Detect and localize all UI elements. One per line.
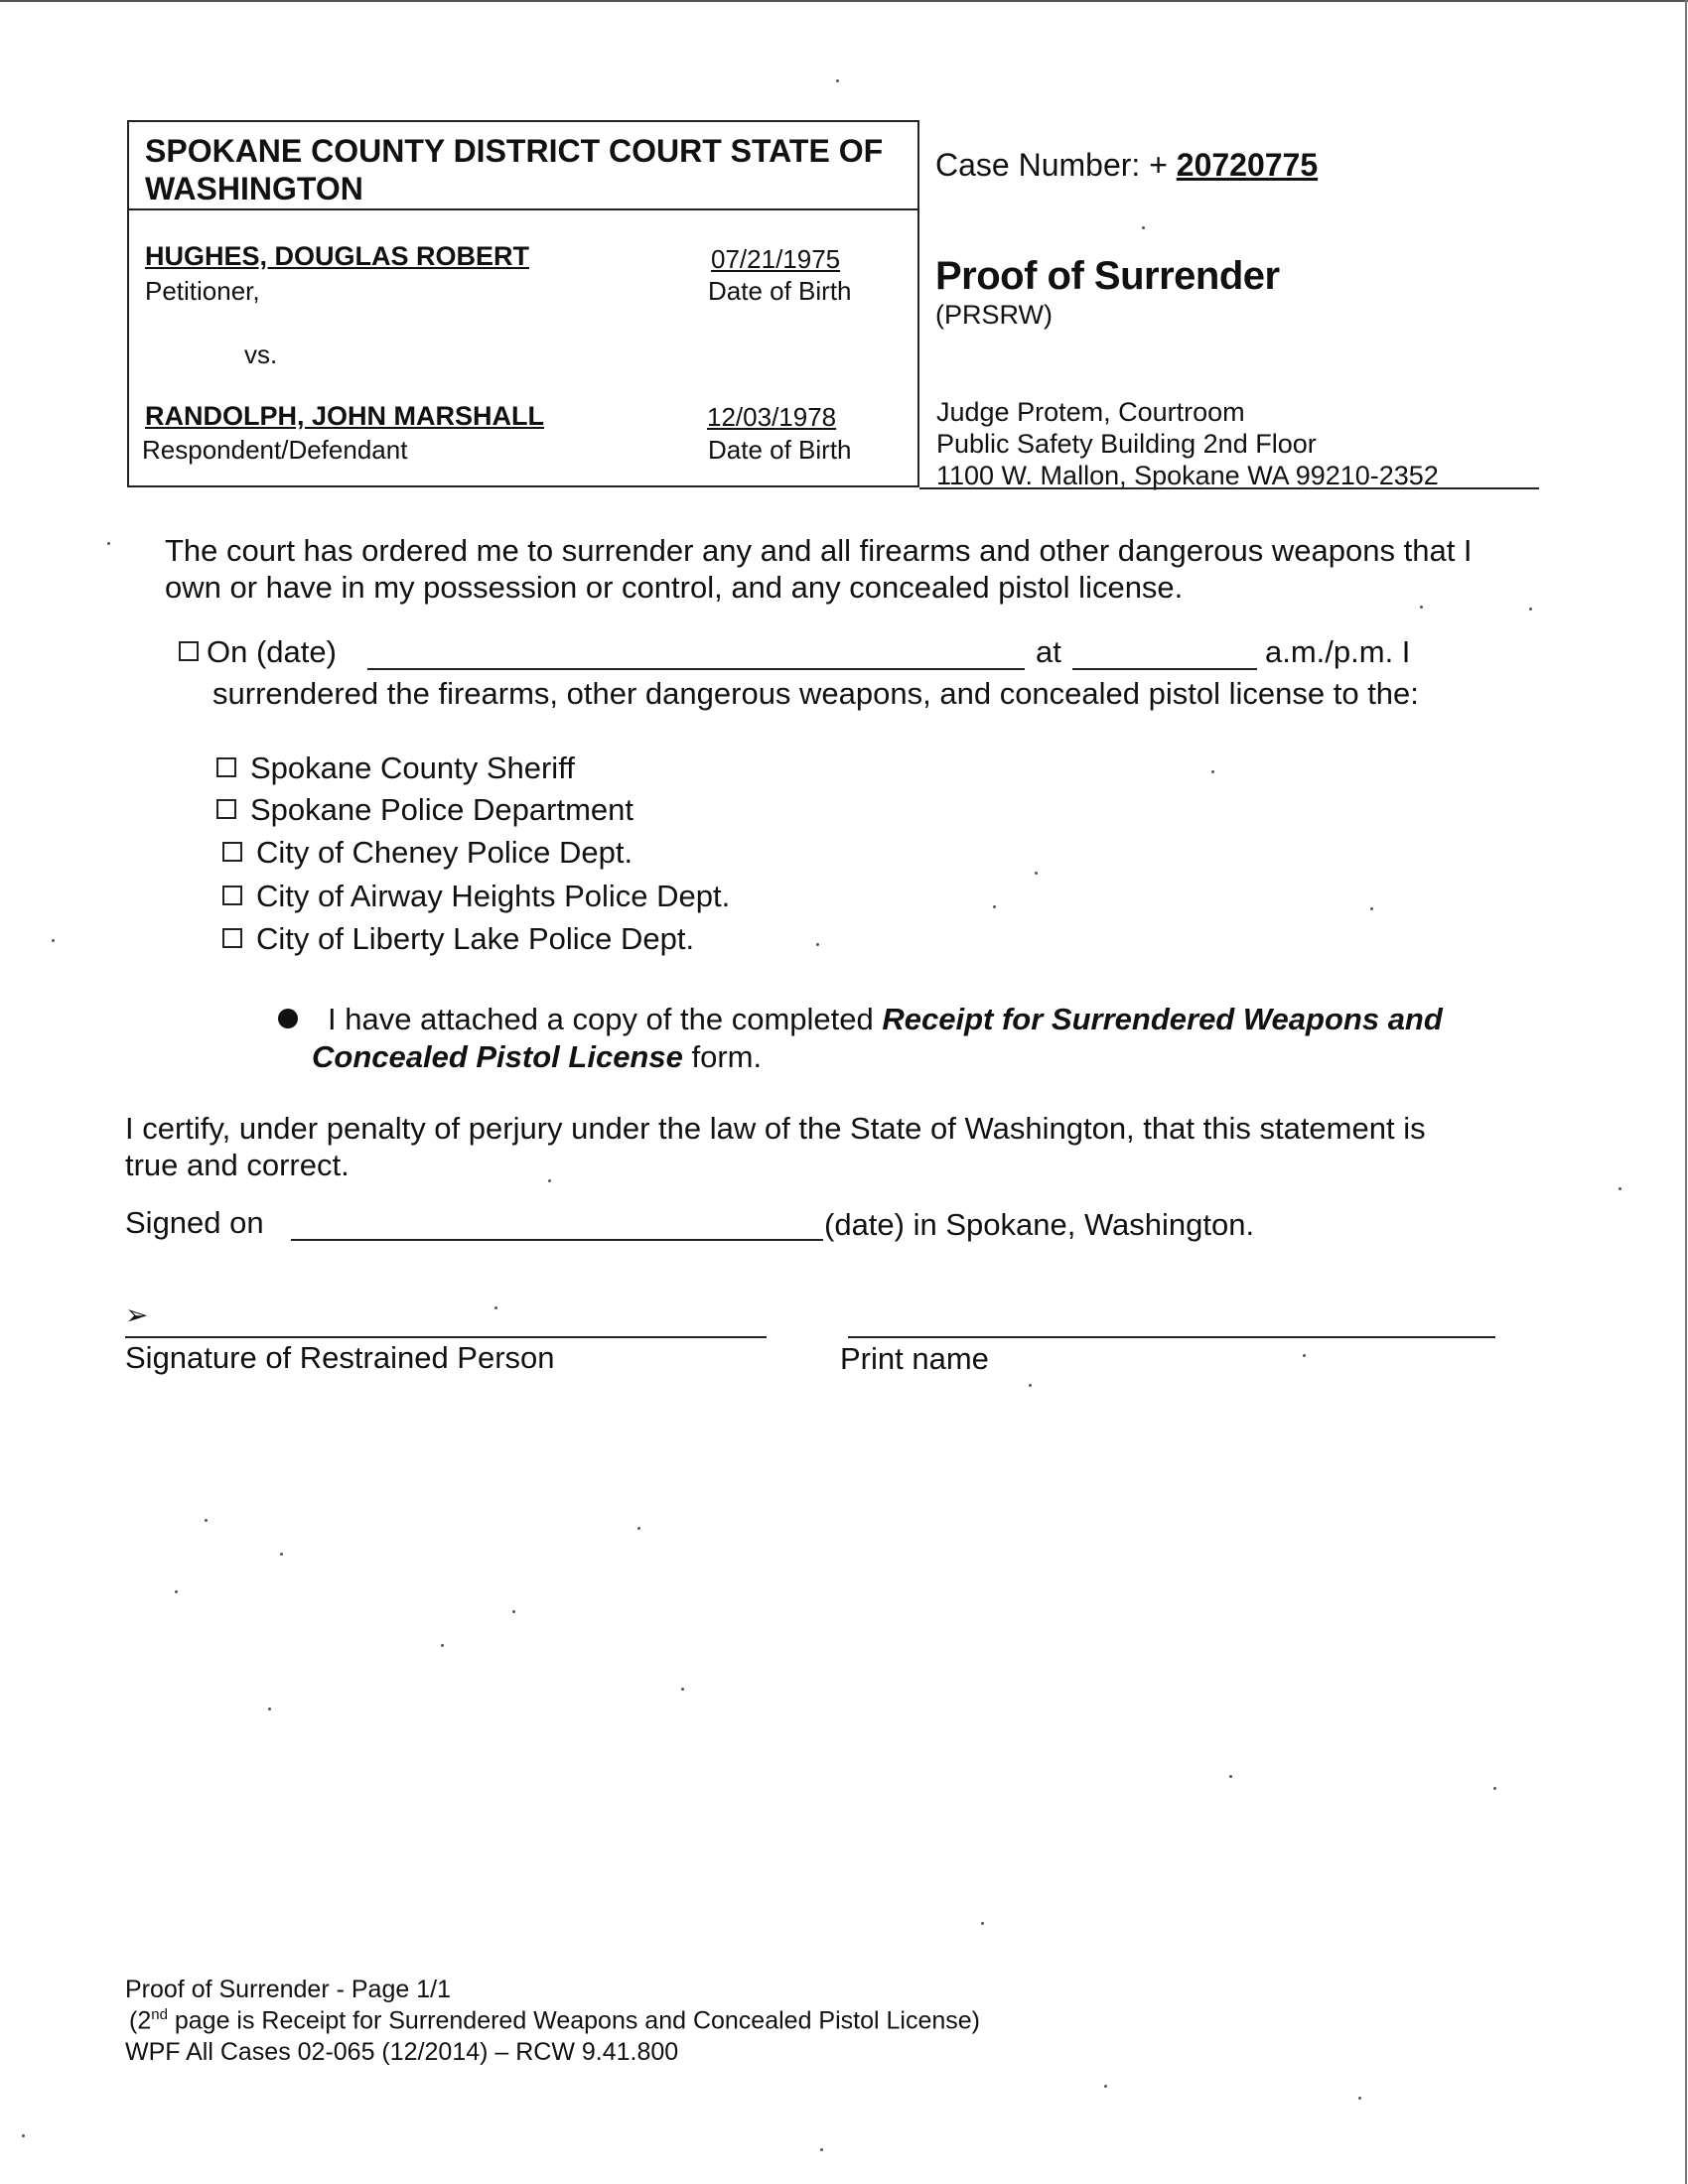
agency-option-3[interactable]	[222, 835, 633, 871]
attachment-bullet-icon	[278, 1009, 298, 1028]
agency-checkbox-3[interactable]	[222, 842, 242, 862]
footer-page-info: Proof of Surrender - Page 1/1	[125, 1976, 451, 2003]
agency-checkbox-1[interactable]	[216, 757, 236, 777]
on-date-label: On (date)	[207, 634, 337, 669]
footer-second-page-note	[129, 2006, 980, 2035]
court-line-1: Judge Protem, Courtroom	[936, 397, 1245, 427]
agency-option-2[interactable]	[216, 792, 633, 828]
footer-note-pre: (2	[129, 2006, 152, 2035]
agency-label-3: City of Cheney Police Dept.	[256, 835, 633, 870]
agency-label-5: City of Liberty Lake Police Dept.	[256, 921, 695, 956]
attachment-line-1	[328, 1001, 1443, 1037]
footer-form-id: WPF All Cases 02-065 (12/2014) – RCW 9.41.800	[125, 2038, 679, 2066]
court-line-3: 1100 W. Mallon, Spokane WA 99210-2352	[936, 461, 1439, 490]
agency-label-4: City of Airway Heights Police Dept.	[256, 879, 731, 913]
agency-option-1[interactable]	[216, 751, 575, 786]
petitioner-dob-label: Date of Birth	[708, 276, 852, 306]
page-edge-top	[0, 0, 1688, 2]
versus-label: vs.	[244, 340, 278, 369]
footer-note-post: page is Receipt for Surrendered Weapons and Concealed Pistol License)	[167, 2006, 981, 2035]
case-number-line	[935, 147, 1318, 184]
agency-option-4[interactable]	[222, 879, 730, 914]
petitioner-role: Petitioner,	[145, 276, 260, 306]
respondent-name: RANDOLPH, JOHN MARSHALL	[145, 401, 544, 431]
respondent-role: Respondent/Defendant	[142, 435, 408, 465]
caption-divider	[127, 208, 919, 210]
attachment-line-2	[312, 1038, 762, 1075]
agency-label-2: Spokane Police Department	[250, 792, 634, 827]
signature-field[interactable]	[125, 1336, 767, 1338]
surrender-date-row	[179, 633, 337, 670]
attachment-form-name-2: Concealed Pistol License	[312, 1039, 683, 1074]
at-label: at	[1036, 634, 1061, 669]
document-code: (PRSRW)	[935, 300, 1053, 330]
case-number-label: Case Number: +	[935, 147, 1177, 183]
signature-arrow-icon: ➢	[125, 1299, 149, 1330]
respondent-dob-label: Date of Birth	[708, 435, 852, 465]
agency-checkbox-5[interactable]	[222, 928, 242, 948]
ampm-label: a.m./p.m. I	[1265, 634, 1411, 669]
page-edge-right	[1685, 0, 1687, 2184]
footer-note-sup: nd	[151, 2006, 168, 2023]
respondent-dob: 12/03/1978	[707, 402, 837, 432]
attachment-pre: I have attached a copy of the completed	[328, 1002, 883, 1036]
certify-line-2: true and correct.	[125, 1148, 350, 1182]
attachment-post: form.	[682, 1039, 763, 1074]
surrender-time-field[interactable]	[1072, 668, 1257, 670]
surrendered-to-line: surrendered the firearms, other dangerous weapons, and concealed pistol license to the:	[212, 676, 1419, 711]
court-name: SPOKANE COUNTY DISTRICT COURT STATE OF WASHINGTON	[145, 133, 884, 206]
agency-option-5[interactable]	[222, 921, 694, 957]
signed-date-field[interactable]	[291, 1239, 823, 1241]
attachment-form-name-1: Receipt for Surrendered Weapons and	[882, 1002, 1443, 1036]
petitioner-name: HUGHES, DOUGLAS ROBERT	[145, 241, 530, 271]
petitioner-dob: 07/21/1975	[711, 244, 841, 274]
court-order-statement: The court has ordered me to surrender any and all firearms and other dangerous weapons that I own or have in my possession or control, and any concealed pistol license.	[165, 533, 1473, 605]
print-name-field[interactable]	[848, 1336, 1495, 1338]
case-number: 20720775	[1176, 147, 1319, 183]
signature-label: Signature of Restrained Person	[125, 1340, 555, 1375]
agency-label-1: Spokane County Sheriff	[250, 751, 575, 785]
signed-on-label: Signed on	[125, 1205, 264, 1240]
surrender-date-field[interactable]	[367, 668, 1025, 670]
certify-line-1: I certify, under penalty of perjury under the law of the State of Washington, that this statement is	[125, 1111, 1426, 1146]
surrender-date-checkbox[interactable]	[179, 641, 199, 661]
document-title: Proof of Surrender	[935, 254, 1280, 298]
agency-checkbox-2[interactable]	[216, 799, 236, 819]
agency-checkbox-4[interactable]	[222, 886, 242, 905]
print-name-label: Print name	[840, 1341, 989, 1376]
court-line-2: Public Safety Building 2nd Floor	[936, 429, 1317, 459]
signed-location: (date) in Spokane, Washington.	[824, 1207, 1255, 1242]
